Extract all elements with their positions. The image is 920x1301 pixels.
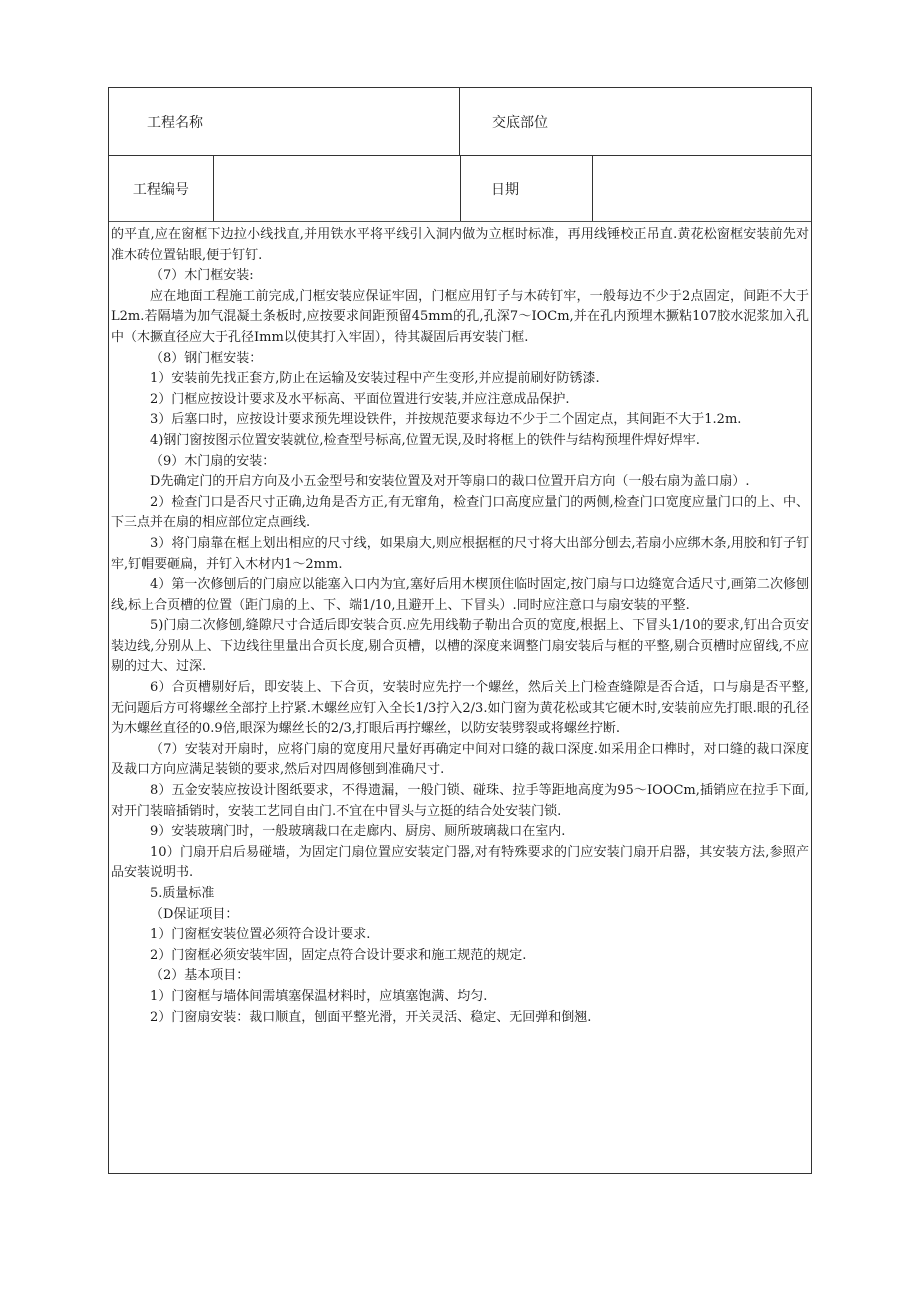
paragraph: 3）将门扇靠在框上划出相应的尺寸线，如果扇大,则应根据框的尺寸将大出部分刨去,若扇小应绑木条,用胶和钉子钉牢,钉帽要砸扁，并钉入木材内1～2mm. <box>111 535 809 572</box>
date-value <box>593 156 811 221</box>
content-body <box>109 222 811 1028</box>
paragraph: （8）钢门框安装： <box>150 350 263 366</box>
paragraph: 2）门框应按设计要求及水平标高、平面位置进行安装,并应注意成品保护. <box>150 391 570 407</box>
project-no-value <box>214 156 461 221</box>
paragraph: （D保证项目： <box>150 906 239 922</box>
paragraph: 9）安装玻璃门时，一般玻璃裁口在走廊内、厨房、厕所玻璃裁口在室内. <box>150 824 566 840</box>
paragraph: 6）合页槽剔好后，即安装上、下合页，安装时应先拧一个螺丝，然后关上门检查缝隙是否合适，口与扇是否平整,无问题后方可将螺丝全部拧上拧紧.木螺丝应钉入全长1/3拧入2/3.如门窗为黄花松或其它硬木时,安装前应先打眼.眼的孔径为木螺丝直径的0.9倍,眼深为螺丝长的2/3,打眼后再拧螺丝，以防安装劈裂或将螺丝拧断. <box>111 680 809 737</box>
paragraph: 1）门窗框与墙体间需填塞保温材料时，应填塞饱满、均匀. <box>150 988 488 1004</box>
paragraph: 2）检查门口是否尺寸正确,边角是否方正,有无窜角，检查门口高度应量门的两侧,检查门口宽度应量门口的上、中、下三点并在扇的相应部位定点画线. <box>111 494 809 531</box>
paragraph: 3）后塞口时，应按设计要求预先埋设铁件，并按规范要求每边不少于二个固定点，其间距不大于1.2m. <box>150 412 742 428</box>
section-heading: 5.质量标准 <box>150 886 215 901</box>
handover-part-label: 交底部位 <box>492 114 549 131</box>
header-row-1 <box>109 88 811 156</box>
project-name-cell <box>109 88 460 155</box>
paragraph: 8）五金安装应按设计图纸要求，不得遗漏，一般门锁、碰珠、拉手等距地高度为95～IOOCm,插销应在拉手下面,对开门装暗插销时，安装工艺同自由门.不宜在中冒头与立挺的结合处安装门锁. <box>111 783 809 819</box>
project-name-label: 工程名称 <box>147 114 203 131</box>
handover-part-cell <box>460 88 811 155</box>
project-no-label: 工程编号 <box>109 156 214 221</box>
paragraph: 的平直,应在窗框下边拉小线找直,并用铁水平将平线引入洞内做为立框时标准，再用线锤校正吊直.黄花松窗框安装前先对准木砖位置钻眼,便于钉钉. <box>111 227 809 263</box>
paragraph: 2）门窗扇安装：裁口顺直，刨面平整光滑，开关灵活、稳定、无回弹和倒翘. <box>150 1009 592 1025</box>
paragraph: 2）门窗框必须安装牢固，固定点符合设计要求和施工规范的规定. <box>150 947 527 963</box>
paragraph: （7）木门框安装: <box>150 268 254 284</box>
paragraph: （2）基本项目： <box>150 968 250 984</box>
paragraph: 4）第一次修刨后的门扇应以能塞入口内为宜,塞好后用木楔顶住临时固定,按门扇与口边缝宽合适尺寸,画第二次修刨线,标上合页槽的位置（距门扇的上、下、端1/10,且避开上、下冒头）.同时应注意口与扇安装的平整. <box>111 577 809 613</box>
paragraph: 1）门窗框安装位置必须符合设计要求. <box>150 927 371 943</box>
paragraph: 10）门扇开启后易碰墙，为固定门扇位置应安装定门器,对有特殊要求的门应安装门扇开启器，其安装方法,参照产品安装说明书. <box>111 844 809 881</box>
paragraph: （9）木门扇的安装： <box>150 453 276 469</box>
paragraph: D先确定门的开启方向及小五金型号和安装位置及对开等扇口的裁口位置开启方向（一般右扇为盖口扇）. <box>150 474 750 490</box>
paragraph: 应在地面工程施工前完成,门框安装应保证牢固，门框应用钉子与木砖钉牢，一般每边不少于2点固定，间距不大于L2m.若隔墙为加气混凝土条板时,应按要求间距预留45mm的孔,孔深7～IOCm,并在孔内预埋木撅粘107胶水泥浆加入孔中（木撅直径应大于孔径Imm以使其打入牢固），待其凝固后再安装门框. <box>111 288 809 345</box>
date-label: 日期 <box>461 156 593 221</box>
handover-form <box>108 87 812 1174</box>
paragraph: 4)钢门窗按图示位置安装就位,检查型号标高,位置无误,及时将框上的铁件与结构预埋件焊好焊牢. <box>150 432 700 448</box>
paragraph: （7）安装对开扇时，应将门扇的宽度用尺量好再确定中间对口缝的裁口深度.如采用企口榫时，对口缝的裁口深度及裁口方向应满足装锁的要求,然后对四周修刨到准确尺寸. <box>111 741 809 778</box>
paragraph: 1）安装前先找正套方,防止在运输及安装过程中产生变形,并应提前刷好防锈漆. <box>150 371 600 387</box>
header-row-2 <box>109 156 811 222</box>
paragraph: 5)门扇二次修刨,缝隙尺寸合适后即安装合页.应先用线勒子勒出合页的宽度,根据上、下冒头1/10的要求,钉出合页安装边线,分别从上、下边线往里量出合页长度,剔合页槽，以槽的深度来调整门扇安装后与框的平整,剔合页槽时应留线,不应剔的过大、过深. <box>111 618 809 675</box>
